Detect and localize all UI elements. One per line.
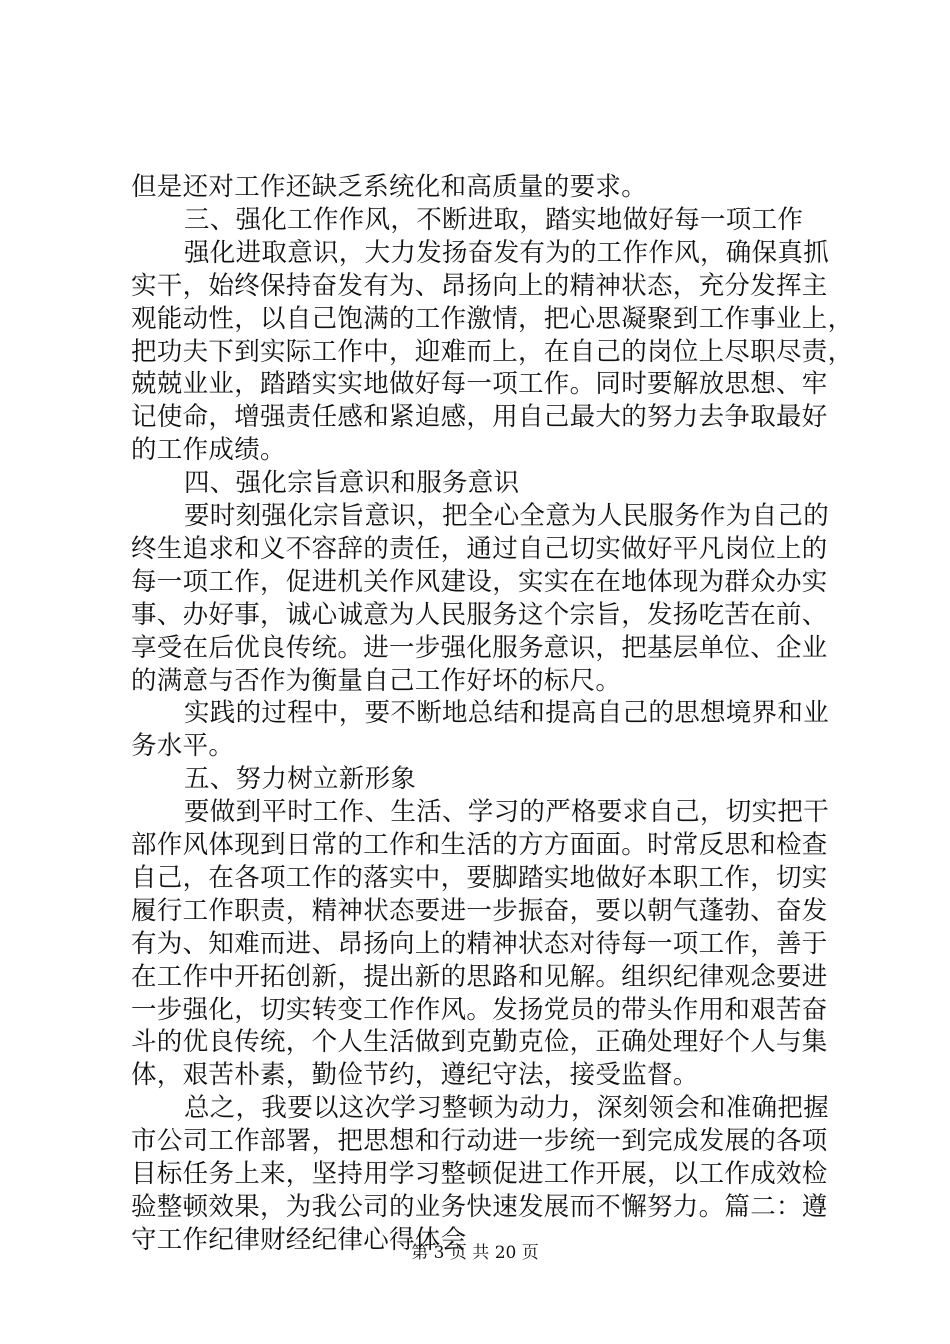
text-line: 每一项工作，促进机关作风建设，实实在在地体现为群众办实 [131,567,828,597]
text-line: 在工作中开拓创新，提出新的思路和见解。组织纪律观念要进 [131,962,828,992]
text-line: 实干，始终保持奋发有为、昂扬向上的精神状态，充分发挥主 [131,271,828,301]
text-line: 终生追求和义不容辞的责任，通过自己切实做好平凡岗位上的 [131,534,828,564]
text-line: 务水平。 [131,731,235,761]
text-line: 守工作纪律财经纪律心得体会 [131,1225,467,1255]
text-line: 享受在后优良传统。进一步强化服务意识，把基层单位、企业 [131,633,828,663]
text-line: 四、强化宗旨意识和服务意识 [184,468,520,498]
text-line: 的满意与否作为衡量自己工作好坏的标尺。 [131,666,622,696]
text-line: 事、办好事，诚心诚意为人民服务这个宗旨，发扬吃苦在前、 [131,600,828,630]
text-line: 验整顿效果，为我公司的业务快速发展而不懈努力。篇二：遵 [131,1192,828,1222]
text-line: 要做到平时工作、生活、学习的严格要求自己，切实把干 [184,797,830,827]
text-line: 体，艰苦朴素，勤俭节约，遵纪守法，接受监督。 [131,1060,699,1090]
text-line: 五、努力树立新形象 [184,764,417,794]
text-line: 把功夫下到实际工作中，迎难而上，在自己的岗位上尽职尽责， [131,337,854,367]
text-line: 自己，在各项工作的落实中，要脚踏实地做好本职工作，切实 [131,863,828,893]
text-line: 总之，我要以这次学习整顿为动力，深刻领会和准确把握 [184,1093,830,1123]
text-line: 记使命，增强责任感和紧迫感，用自己最大的努力去争取最好 [131,402,828,432]
text-line: 实践的过程中，要不断地总结和提高自己的思想境界和业 [184,698,830,728]
text-line: 目标任务上来，坚持用学习整顿促进工作开展，以工作成效检 [131,1159,828,1189]
text-line: 兢兢业业，踏踏实实地做好每一项工作。同时要解放思想、牢 [131,369,828,399]
text-line: 市公司工作部署，把思想和行动进一步统一到完成发展的各项 [131,1126,828,1156]
text-line: 但是还对工作还缺乏系统化和高质量的要求。 [131,172,648,202]
text-line: 的工作成绩。 [131,435,286,465]
page-footer: 第 3 页 共 20 页 [411,1243,539,1263]
text-line: 一步强化，切实转变工作作风。发扬党员的带头作用和艰苦奋 [131,995,828,1025]
text-line: 部作风体现到日常的工作和生活的方方面面。时常反思和检查 [131,830,828,860]
text-line: 有为、知难而进、昂扬向上的精神状态对待每一项工作，善于 [131,929,828,959]
text-line: 要时刻强化宗旨意识，把全心全意为人民服务作为自己的 [184,501,830,531]
text-line: 三、强化工作作风，不断进取，踏实地做好每一项工作 [184,205,804,235]
text-line: 斗的优良传统，个人生活做到克勤克俭，正确处理好个人与集 [131,1027,828,1057]
text-line: 履行工作职责，精神状态要进一步振奋，要以朝气蓬勃、奋发 [131,896,828,926]
text-line: 观能动性，以自己饱满的工作激情，把心思凝聚到工作事业上， [131,304,854,334]
text-line: 强化进取意识，大力发扬奋发有为的工作作风，确保真抓 [184,238,830,268]
